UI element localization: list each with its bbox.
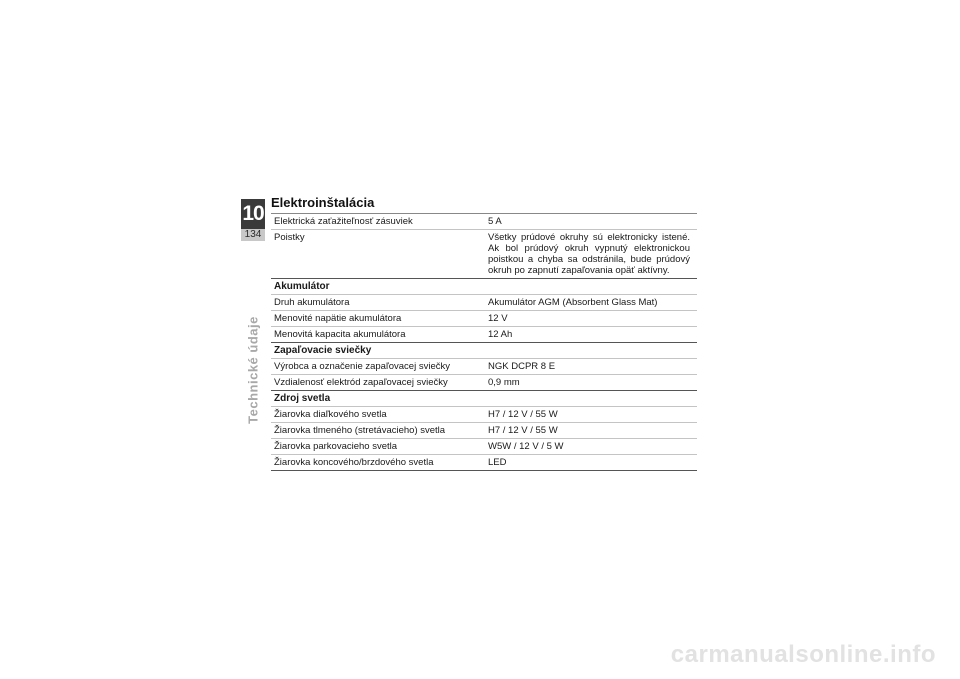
- row-label: Žiarovka koncového/brzdového svetla: [274, 457, 434, 468]
- table-row: [271, 375, 697, 391]
- row-label: Žiarovka diaľkového svetla: [274, 409, 387, 420]
- row-label: Žiarovka parkovacieho svetla: [274, 441, 398, 452]
- row-label: Menovité napätie akumulátora: [274, 313, 402, 324]
- chapter-number: 10: [241, 199, 265, 229]
- table-row: [271, 214, 697, 230]
- row-label: Poistky: [274, 232, 305, 243]
- subheading-label: Akumulátor: [274, 281, 330, 292]
- table-row: [271, 327, 697, 343]
- subheading-label: Zdroj svetla: [274, 393, 331, 404]
- spark-plugs-subheading: [271, 343, 697, 359]
- row-value: NGK DCPR 8 E: [488, 361, 556, 372]
- table-row: [271, 455, 697, 471]
- chapter-title: Technické údaje: [245, 316, 261, 424]
- table-row: [271, 295, 697, 311]
- row-value: Akumulátor AGM (Absorbent Glass Mat): [488, 297, 658, 308]
- row-value: 12 Ah: [488, 329, 513, 340]
- row-value: LED: [488, 457, 507, 468]
- table-row: [271, 423, 697, 439]
- section-heading: Elektroinštalácia: [271, 195, 375, 210]
- site-watermark: carmanualsonline.info: [670, 641, 936, 668]
- row-value: 5 A: [488, 216, 502, 227]
- row-value: W5W / 12 V / 5 W: [488, 441, 564, 452]
- table-row: [271, 407, 697, 423]
- table-row: [271, 311, 697, 327]
- row-value: H7 / 12 V / 55 W: [488, 409, 558, 420]
- row-value: 12 V: [488, 313, 508, 324]
- subheading-label: Zapaľovacie sviečky: [274, 345, 372, 356]
- row-label: Druh akumulátora: [274, 297, 350, 308]
- table-row: [271, 439, 697, 455]
- row-value: 0,9 mm: [488, 377, 520, 388]
- row-label: Výrobca a označenie zapaľovacej sviečky: [274, 361, 450, 372]
- page-number: 134: [241, 229, 265, 241]
- light-source-subheading: [271, 391, 697, 407]
- row-value: H7 / 12 V / 55 W: [488, 425, 558, 436]
- row-value: Všetky prúdové okruhy sú elektronicky istené. Ak bol prúdový okruh vypnutý elektronickou poistkou a chyba sa odstránila, bude prúdový okruh po zapnutí zapaľovania opäť aktívny.: [488, 232, 690, 276]
- row-label: Elektrická zaťažiteľnosť zásuviek: [274, 216, 413, 227]
- battery-subheading: [271, 279, 697, 295]
- row-label: Žiarovka tlmeného (stretávacieho) svetla: [274, 425, 446, 436]
- row-label: Menovitá kapacita akumulátora: [274, 329, 406, 340]
- row-label: Vzdialenosť elektród zapaľovacej sviečky: [274, 377, 448, 388]
- table-row: [271, 230, 697, 279]
- table-row: [271, 359, 697, 375]
- spec-table: [271, 213, 697, 471]
